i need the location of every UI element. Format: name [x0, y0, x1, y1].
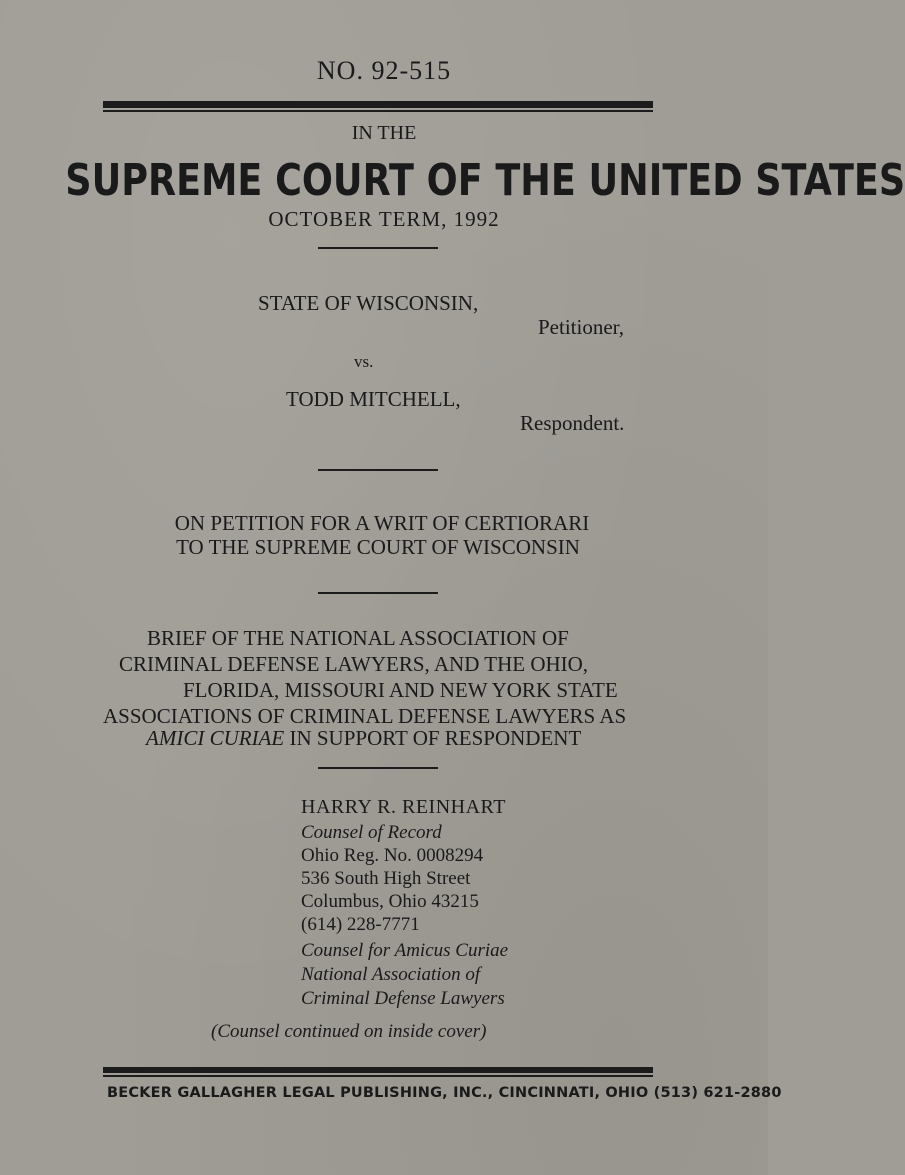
brief-title-line-5	[146, 726, 581, 751]
petition-line-1: ON PETITION FOR A WRIT OF CERTIORARI	[174, 511, 590, 535]
amici-curiae-italic: AMICI CURIAE	[146, 726, 285, 750]
petitioner-name: STATE OF WISCONSIN,	[258, 291, 479, 315]
brief-title-line-1: BRIEF OF THE NATIONAL ASSOCIATION OF	[147, 626, 569, 650]
brief-title-line-3: FLORIDA, MISSOURI AND NEW YORK STATE	[183, 678, 618, 702]
counsel-for-line-2: National Association of	[301, 964, 481, 985]
petitioner-label: Petitioner,	[538, 315, 625, 339]
counsel-role: Counsel of Record	[301, 822, 442, 843]
respondent-label: Respondent.	[520, 411, 625, 435]
bottom-thick-rule	[103, 1067, 653, 1073]
in-the-label: IN THE	[351, 122, 417, 144]
counsel-for-line-1: Counsel for Amicus Curiae	[301, 940, 509, 961]
term-label: OCTOBER TERM, 1992	[268, 207, 500, 231]
counsel-continued-note: (Counsel continued on inside cover)	[211, 1021, 487, 1042]
divider-rule	[318, 767, 438, 769]
divider-rule	[318, 247, 438, 249]
top-thick-rule	[103, 101, 653, 108]
versus-label: vs.	[354, 352, 374, 371]
counsel-name: HARRY R. REINHART	[301, 796, 506, 818]
counsel-city: Columbus, Ohio 43215	[301, 891, 479, 912]
brief-title-line-4: ASSOCIATIONS OF CRIMINAL DEFENSE LAWYERS AS	[103, 704, 627, 728]
counsel-phone: (614) 228-7771	[301, 914, 420, 935]
brief-title-line-5-rest: IN SUPPORT OF RESPONDENT	[284, 726, 582, 750]
respondent-name: TODD MITCHELL,	[286, 387, 461, 411]
divider-rule	[318, 469, 438, 471]
bottom-thin-rule	[103, 1075, 653, 1077]
divider-rule	[318, 592, 438, 594]
publisher-line: BECKER GALLAGHER LEGAL PUBLISHING, INC., CINCINNATI, OHIO (513) 621-2880	[107, 1085, 782, 1101]
counsel-for-line-3: Criminal Defense Lawyers	[301, 988, 505, 1009]
counsel-registration: Ohio Reg. No. 0008294	[301, 845, 484, 866]
top-thin-rule	[103, 110, 653, 112]
petition-line-2: TO THE SUPREME COURT OF WISCONSIN	[176, 535, 580, 559]
counsel-street: 536 South High Street	[301, 868, 471, 889]
docket-number: NO. 92-515	[316, 56, 452, 85]
court-name: SUPREME COURT OF THE UNITED STATES	[65, 155, 905, 206]
brief-title-line-2: CRIMINAL DEFENSE LAWYERS, AND THE OHIO,	[119, 652, 589, 676]
